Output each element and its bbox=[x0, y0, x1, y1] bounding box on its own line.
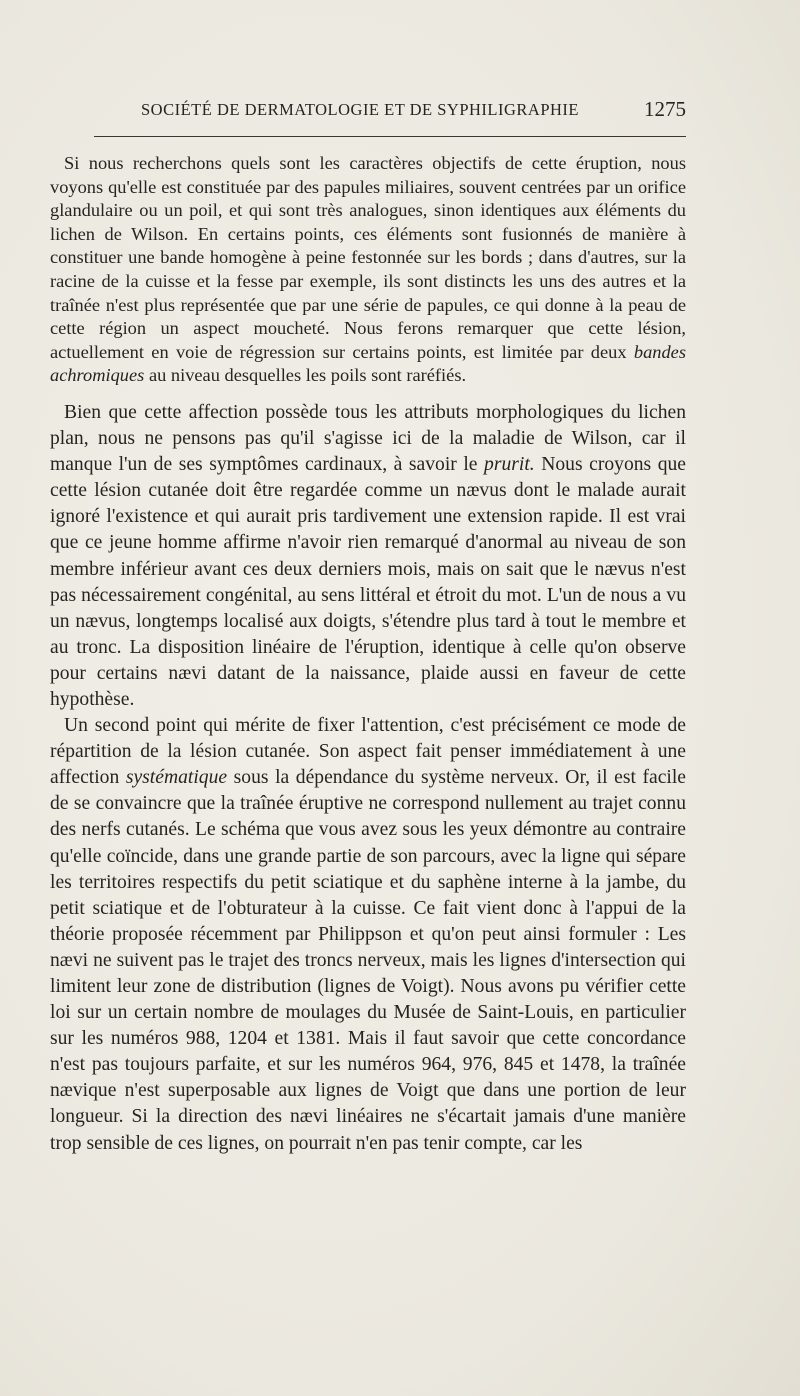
paragraph-3-text: Un second point qui mérite de fixer l'attention, c'est précisément ce mode de répartition de la lésion cutanée. Son aspect fait penser immédiatement à une affection bbox=[50, 715, 686, 789]
running-title: SOCIÉTÉ DE DERMATOLOGIE ET DE SYPHILIGRAPHIE bbox=[141, 100, 579, 119]
paragraph-1-text: Si nous recherchons quels sont les caractères objectifs de cette éruption, nous voyons qu'elle est constituée par des papules miliaires, souvent centrées par un orifice glandulaire ou un poil, et qui sont très analogues, sinon identiques aux éléments du lichen de Wilson. En certains points, ces éléments sont fusionnés de manière à constituer une bande homogène à peine festonnée sur les bords ; dans d'autres, sur la racine de la cuisse et la fesse par exemple, ils sont distincts les uns des autres et la traînée n'est plus représentée que par une série de papules, ce qui donne à la peau de cette région un aspect moucheté. Nous ferons remarquer que cette lésion, actuellement en voie de régression sur certains points, est limitée par deux bbox=[50, 153, 686, 362]
paragraph-3 bbox=[50, 713, 686, 1157]
page-header bbox=[90, 97, 686, 130]
paragraph-1 bbox=[50, 152, 686, 388]
paragraph-2-text-end: Nous croyons que cette lésion cutanée doit être regardée comme un nævus dont le malade aurait ignoré l'existence et qui aurait pris tardivement une extension rapide. Il est vrai que ce jeune homme affirme n'avoir rien remarqué d'anormal au niveau de son membre inférieur avant ces deux derniers mois, mais on sait que le nævus n'est pas nécessairement congénital, au sens littéral et étroit du mot. L'un de nous a vu un nævus, longtemps localisé aux doigts, s'étendre plus tard à tout le membre et au tronc. La disposition linéaire de l'éruption, identique à celle qu'on observe pour certains nævi datant de la naissance, plaide aussi en faveur de cette hypothèse. bbox=[50, 454, 686, 710]
paragraph-3-text-end: sous la dépendance du système nerveux. Or, il est facile de se convaincre que la traînée éruptive ne correspond nullement au trajet connu des nerfs cutanés. Le schéma que vous avez sous les yeux démontre au contraire qu'elle coïncide, dans une grande partie de son parcours, avec la ligne qui sépare les territoires respectifs du petit sciatique et du saphène interne à la jambe, du petit sciatique et de l'obturateur à la cuisse. Ce fait vient donc à l'appui de la théorie proposée récemment par Philippson et qu'on peut ainsi formuler : Les nævi ne suivent pas le trajet des troncs nerveux, mais les lignes d'intersection qui limitent leur zone de distribution (lignes de Voigt). Nous avons pu vérifier cette loi sur un certain nombre de moulages du Musée de Saint-Louis, en particulier sur les numéros 988, 1204 et 1381. Mais il faut savoir que cette concordance n'est pas toujours parfaite, et sur les numéros 964, 976, 845 et 1478, la traînée nævique n'est superposable aux lignes de Voigt que dans une portion de leur longueur. Si la direction des nævi linéaires ne s'écartait jamais d'une manière trop sensible de ces lignes, on pourrait n'en pas tenir compte, car les bbox=[50, 767, 686, 1154]
header-rule bbox=[94, 136, 686, 137]
paragraph-2 bbox=[50, 400, 686, 713]
paragraph-2-italic: prurit. bbox=[484, 454, 535, 476]
body-text bbox=[50, 152, 686, 1292]
paragraph-1-italic: bandes achromiques bbox=[50, 341, 686, 386]
paragraph-2-text: Bien que cette affection possède tous les attributs morphologiques du lichen plan, nous ne pensons pas qu'il s'agisse ici de la maladie de Wilson, car il manque l'un de ses symptômes cardinaux, à savoir le bbox=[50, 401, 686, 476]
page-number: 1275 bbox=[644, 97, 686, 121]
paragraph-1-text-end: au niveau desquelles les poils sont raréfiés. bbox=[148, 365, 467, 386]
paragraph-3-italic: systématique bbox=[125, 767, 228, 789]
